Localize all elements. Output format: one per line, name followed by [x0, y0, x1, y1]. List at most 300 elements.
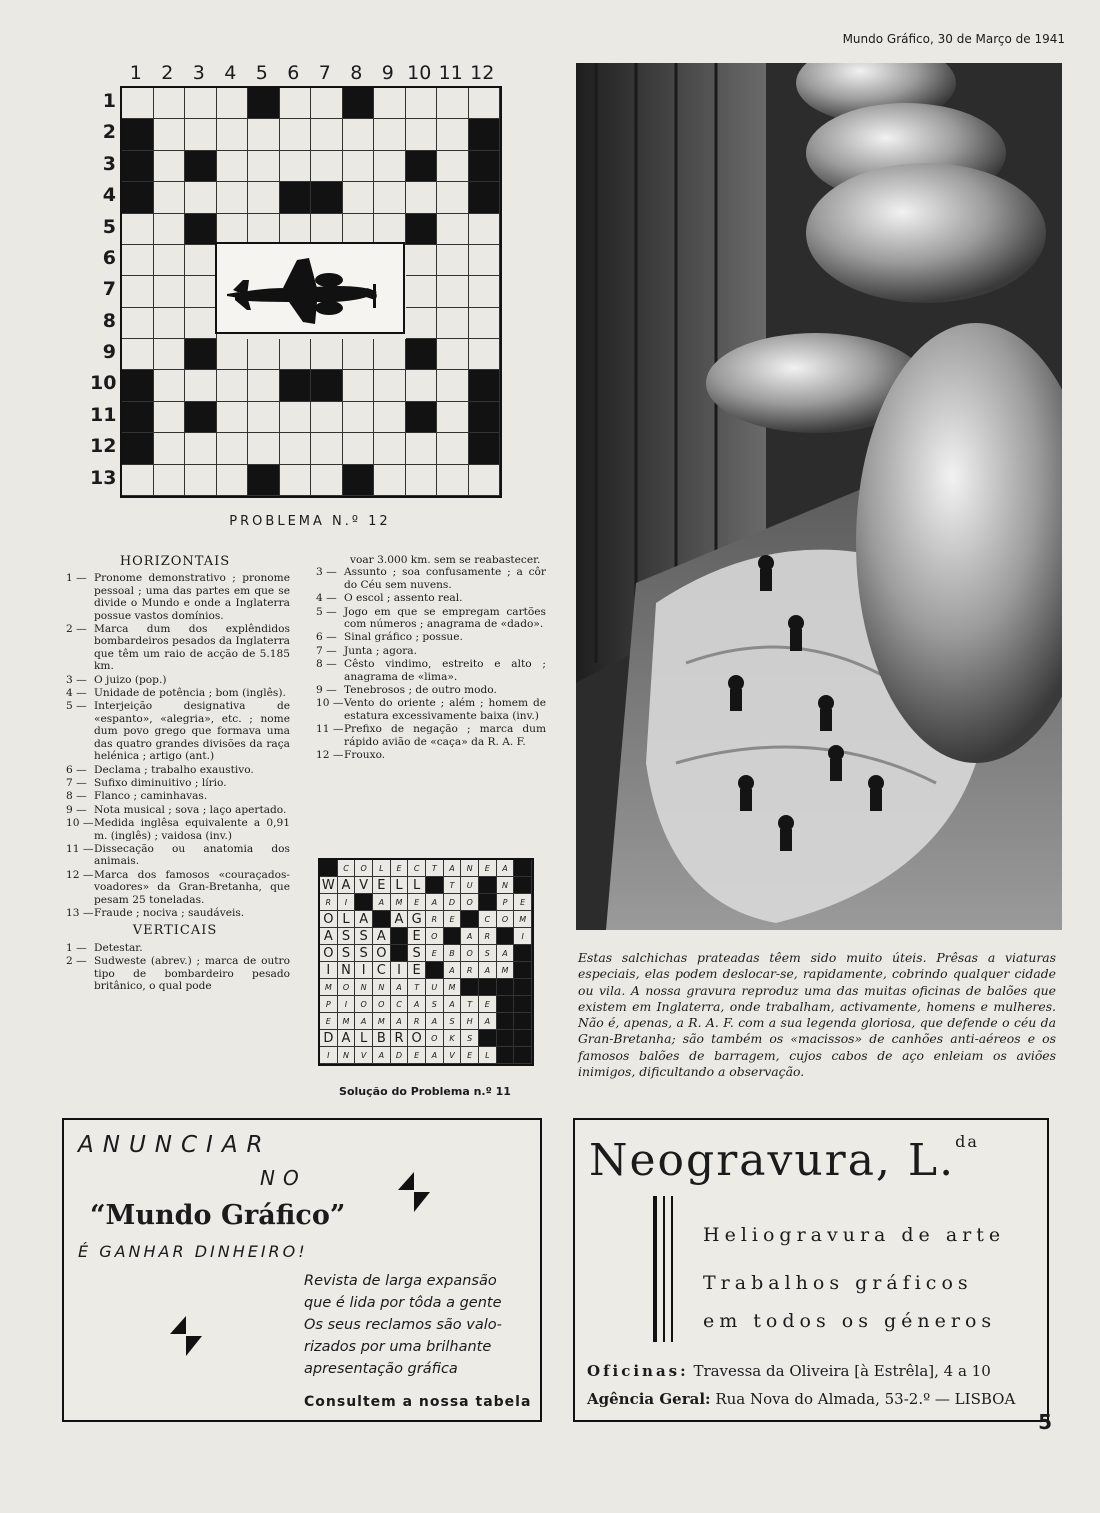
crossword-cell — [280, 214, 312, 245]
clue-text: Unidade de potência ; bom (inglês). — [94, 687, 286, 700]
solution-cell: S — [479, 945, 497, 962]
row-number: 12 — [90, 435, 117, 458]
solution-cell: S — [461, 1030, 479, 1047]
solution-cell: V — [355, 1047, 373, 1064]
crossword-cell — [311, 402, 343, 433]
crossword-cell — [185, 119, 217, 150]
crossword-column-numbers — [120, 62, 498, 84]
crossword-cell — [122, 276, 154, 307]
crossword-cell — [280, 465, 312, 496]
solution-cell: A — [497, 945, 515, 962]
crossword-cell — [154, 214, 186, 245]
crossword-cell — [154, 88, 186, 119]
crossword-cell — [437, 276, 469, 307]
crossword-cell — [374, 402, 406, 433]
solution-cell: L — [338, 911, 356, 928]
crossword-cell — [280, 119, 312, 150]
crossword-cell — [154, 276, 186, 307]
crossword-cell — [217, 402, 249, 433]
solution-cell: M — [444, 979, 462, 996]
solution-cell: E — [514, 894, 532, 911]
row-number: 7 — [102, 278, 116, 301]
clue-number: 6 — — [66, 763, 87, 776]
row-number: 10 — [90, 372, 117, 395]
solution-cell: K — [444, 1030, 462, 1047]
clue-text: Declama ; trabalho exaustivo. — [94, 763, 254, 776]
solution-cell: M — [338, 1013, 356, 1030]
page-header: Mundo Gráfico, 30 de Março de 1941 — [842, 32, 1065, 46]
crossword-cell — [374, 182, 406, 213]
solution-cell: G — [408, 911, 426, 928]
crossword-cell — [185, 308, 217, 339]
crossword-cell — [343, 88, 375, 119]
clue-text: Interjeição designativa de «espanto», «alegria», etc. ; nome dum povo grego que formava uma das quatro grandes divisões da raça helénica ; artigo (ant.) — [94, 700, 290, 763]
crossword-cell — [469, 88, 501, 119]
solution-cell: E — [408, 894, 426, 911]
ad-line3: É GANHAR DINHEIRO! — [78, 1242, 308, 1261]
clue-text: Marca dos famosos «couraçados-voadores» da Gran-Bretanha, que pesam 25 toneladas. — [94, 868, 290, 906]
clue-number: 5 — — [66, 700, 87, 713]
solution-cell: S — [355, 928, 373, 945]
clue — [60, 804, 290, 816]
solution-cell: O — [355, 996, 373, 1013]
solution-cell: B — [373, 1030, 391, 1047]
clue-text: O juizo (pop.) — [94, 673, 167, 686]
crossword-cell — [154, 119, 186, 150]
clue — [60, 817, 290, 842]
solution-cell: L — [355, 1030, 373, 1047]
solution-cell: E — [444, 911, 462, 928]
crossword-cell — [280, 402, 312, 433]
solution-cell: N — [497, 877, 515, 894]
solution-cell: A — [391, 911, 409, 928]
crossword-cell — [469, 214, 501, 245]
crossword-cell — [406, 370, 438, 401]
crossword-cell — [469, 151, 501, 182]
clue-number: 2 — — [66, 955, 87, 968]
crossword-cell — [469, 339, 501, 370]
solution-cell: A — [338, 877, 356, 894]
clue-text: Nota musical ; sova ; laço apertado. — [94, 803, 287, 816]
crossword-cell — [122, 339, 154, 370]
solution-cell: S — [355, 945, 373, 962]
neogravura-line2: Trabalhos gráficos — [703, 1272, 973, 1294]
solution-cell: T — [408, 979, 426, 996]
solution-cell: R — [408, 1013, 426, 1030]
page-number: 5 — [1038, 1410, 1052, 1434]
crossword-cell — [437, 182, 469, 213]
clue-number: 10 — — [66, 817, 94, 830]
solution-cell: A — [497, 860, 515, 877]
crossword-cell — [469, 308, 501, 339]
crossword-cell — [248, 88, 280, 119]
solution-cell: S — [444, 1013, 462, 1030]
clue-text: Vento do oriente ; além ; homem de estatura excessivamente baixa (inv.) — [344, 697, 546, 722]
crossword-cell — [311, 119, 343, 150]
clue-text: Fraude ; nociva ; saudáveis. — [94, 906, 245, 919]
crossword-cell — [122, 370, 154, 401]
solution-cell: U — [461, 877, 479, 894]
solution-cell: A — [373, 928, 391, 945]
crossword-cell — [311, 339, 343, 370]
solution-cell: B — [444, 945, 462, 962]
solution-cell: A — [426, 894, 444, 911]
clue-number: 7 — — [66, 776, 87, 789]
solution-cell: L — [479, 1047, 497, 1064]
solution-cell: I — [355, 962, 373, 979]
solution-cell: A — [408, 996, 426, 1013]
crossword-cell — [122, 88, 154, 119]
solution-cell: A — [479, 1013, 497, 1030]
crossword-cell — [122, 402, 154, 433]
solution-cell — [514, 979, 532, 996]
crossword-cell — [469, 370, 501, 401]
solution-cell: A — [426, 1047, 444, 1064]
clue — [60, 907, 290, 919]
clue-text: Marca dum dos explêndidos bombardeiros pesados da Inglaterra que têm um raio de acção de 5.185 km. — [94, 623, 290, 673]
solution-cell — [497, 979, 515, 996]
crossword-cell — [469, 182, 501, 213]
solution-cell: I — [391, 962, 409, 979]
solution-cell: C — [408, 860, 426, 877]
solution-cell: R — [426, 911, 444, 928]
solution-cell — [514, 860, 532, 877]
crossword-cell — [217, 214, 249, 245]
solution-cell: O — [426, 1030, 444, 1047]
clue — [60, 572, 290, 622]
crossword-cell — [248, 370, 280, 401]
crossword-cell — [437, 214, 469, 245]
solution-cell: O — [320, 945, 338, 962]
solution-cell — [444, 928, 462, 945]
solution-cell: R — [479, 928, 497, 945]
solution-cell — [479, 877, 497, 894]
crossword-row-numbers — [90, 86, 118, 494]
row-number: 3 — [102, 152, 116, 175]
column-number: 7 — [318, 62, 331, 84]
crossword-cell — [122, 151, 154, 182]
solution-cell — [461, 979, 479, 996]
solution-cell: E — [479, 996, 497, 1013]
solution-cell: A — [320, 928, 338, 945]
clue-text: Flanco ; caminhavas. — [94, 790, 208, 803]
solution-cell: A — [461, 928, 479, 945]
crossword-cell — [280, 433, 312, 464]
crossword-cell — [185, 276, 217, 307]
solution-cell: O — [355, 860, 373, 877]
solution-cell: I — [514, 928, 532, 945]
crossword-cell — [185, 433, 217, 464]
neogravura-agency: Agência Geral: Rua Nova do Almada, 53-2.º — LISBOA — [587, 1390, 1016, 1408]
solution-cell: A — [426, 1013, 444, 1030]
solution-cell: D — [444, 894, 462, 911]
solution-cell — [479, 894, 497, 911]
crossword-cell — [406, 276, 438, 307]
column-number: 10 — [407, 62, 432, 84]
crossword-cell — [374, 339, 406, 370]
neogravura-line3: em todos os géneros — [703, 1310, 997, 1332]
solution-cell: C — [373, 962, 391, 979]
solution-cell — [373, 911, 391, 928]
solution-cell: I — [320, 962, 338, 979]
clue — [60, 955, 290, 992]
clue-number: 9 — — [316, 684, 337, 697]
mundo-grafico-ad — [62, 1118, 542, 1422]
crossword-cell — [311, 370, 343, 401]
crossword-cell — [437, 119, 469, 150]
solution-cell — [497, 1013, 515, 1030]
crossword-cell — [185, 245, 217, 276]
crossword-cell — [154, 151, 186, 182]
crossword-cell — [406, 182, 438, 213]
solution-cell: N — [355, 979, 373, 996]
triangles-icon — [168, 1314, 204, 1358]
crossword-cell — [374, 214, 406, 245]
crossword-cell — [437, 339, 469, 370]
crossword-cell — [374, 370, 406, 401]
solution-cell: L — [391, 877, 409, 894]
crossword-cell — [185, 402, 217, 433]
solution-cell: M — [320, 979, 338, 996]
clue-text: Sinal gráfico ; possue. — [344, 631, 463, 644]
clue — [310, 684, 546, 696]
row-number: 8 — [102, 309, 116, 332]
crossword-cell — [406, 245, 438, 276]
clue-number: 11 — — [66, 842, 94, 855]
solution-cell: O — [338, 979, 356, 996]
crossword-cell — [280, 151, 312, 182]
crossword-cell — [469, 119, 501, 150]
ad-body-line: que é lida por tôda a gente — [304, 1295, 502, 1311]
ad-body-line: apresentação gráfica — [304, 1361, 458, 1377]
solution-cell — [514, 1030, 532, 1047]
clue — [310, 631, 546, 643]
solution-cell: A — [373, 894, 391, 911]
clue-number: 1 — — [66, 572, 87, 585]
ad-line2: NO — [260, 1166, 307, 1190]
crossword-cell — [406, 339, 438, 370]
solution-cell — [514, 945, 532, 962]
crossword-cell — [311, 151, 343, 182]
row-number: 5 — [102, 215, 116, 238]
crossword-cell — [248, 151, 280, 182]
ad-line1: ANUNCIAR — [78, 1132, 272, 1158]
solution-cell — [461, 911, 479, 928]
clue-number: 4 — — [66, 687, 87, 700]
neogravura-ad — [573, 1118, 1049, 1422]
crossword-cell — [343, 370, 375, 401]
clue-number: 1 — — [66, 941, 87, 954]
crossword-cell — [406, 465, 438, 496]
solution-cell: O — [320, 911, 338, 928]
ad-footer: Consultem a nossa tabela — [304, 1394, 532, 1410]
clue — [60, 843, 290, 868]
solution-cell: O — [461, 894, 479, 911]
clue-number: 3 — — [316, 566, 337, 579]
ad-brand: “Mundo Gráfico” — [90, 1200, 346, 1231]
crossword-cell — [406, 433, 438, 464]
clue-number: 12 — — [66, 868, 94, 881]
crossword-cell — [122, 433, 154, 464]
clue-number: 13 — — [66, 906, 94, 919]
crossword-cell — [248, 339, 280, 370]
crossword-cell — [406, 151, 438, 182]
crossword-cell — [185, 182, 217, 213]
crossword-cell — [185, 339, 217, 370]
bomber-icon — [217, 244, 403, 332]
crossword-cell — [343, 402, 375, 433]
solution-cell — [479, 979, 497, 996]
solution-cell: A — [444, 962, 462, 979]
solution-cell: W — [320, 877, 338, 894]
clue-text: Cêsto vindimo, estreito e alto ; anagrama de «lima». — [344, 658, 546, 683]
vertical-rule — [663, 1196, 665, 1342]
crossword-cell — [154, 245, 186, 276]
column-number: 8 — [350, 62, 363, 84]
solution-cell — [479, 1030, 497, 1047]
crossword-cell — [437, 433, 469, 464]
column-number: 9 — [381, 62, 394, 84]
crossword-cell — [248, 465, 280, 496]
clue — [310, 697, 546, 722]
crossword-cell — [217, 119, 249, 150]
column-number: 4 — [224, 62, 237, 84]
solution-cell: A — [391, 979, 409, 996]
crossword-cell — [154, 182, 186, 213]
solution-cell — [514, 1013, 532, 1030]
clue — [310, 749, 546, 761]
solution-cell — [426, 877, 444, 894]
column-number: 2 — [161, 62, 174, 84]
crossword-cell — [311, 182, 343, 213]
solution-cell: I — [338, 996, 356, 1013]
solution-cell: T — [461, 996, 479, 1013]
clue-number: 2 — — [66, 623, 87, 636]
clue — [310, 645, 546, 657]
solution-cell: L — [408, 877, 426, 894]
crossword-cell — [217, 339, 249, 370]
crossword-cell — [122, 182, 154, 213]
problem-title: PROBLEMA N.º 12 — [229, 514, 391, 529]
solution-cell: A — [444, 996, 462, 1013]
clue-text: Tenebrosos ; de outro modo. — [344, 684, 497, 697]
solution-cell: P — [497, 894, 515, 911]
crossword-cell — [437, 370, 469, 401]
solution-cell: O — [461, 945, 479, 962]
clue-number: 8 — — [316, 658, 337, 671]
solution-cell: A — [479, 962, 497, 979]
crossword-cell — [248, 433, 280, 464]
clue — [310, 606, 546, 631]
crossword-cell — [280, 88, 312, 119]
solution-cell: E — [408, 962, 426, 979]
solution-cell: R — [461, 962, 479, 979]
vertical-clues-column — [310, 554, 546, 763]
crossword-cell — [154, 465, 186, 496]
balloon-workshop-photo — [576, 63, 1062, 930]
clue — [310, 566, 546, 591]
solution-cell: O — [426, 928, 444, 945]
solution-cell — [320, 860, 338, 877]
row-number: 6 — [102, 246, 116, 269]
solution-cell — [355, 894, 373, 911]
clue — [310, 658, 546, 683]
crossword-cell — [217, 151, 249, 182]
crossword-cell — [437, 245, 469, 276]
clue — [60, 869, 290, 906]
crossword-cell — [248, 182, 280, 213]
clue — [310, 592, 546, 604]
solution-cell: A — [355, 911, 373, 928]
crossword-cell — [217, 370, 249, 401]
crossword-cell — [437, 465, 469, 496]
ad-body-line: Os seus reclamos são valo- — [304, 1317, 502, 1333]
triangles-icon — [396, 1170, 432, 1214]
clue — [60, 777, 290, 789]
solution-cell: A — [444, 860, 462, 877]
clue — [310, 723, 546, 748]
solution-cell: A — [338, 1030, 356, 1047]
solution-cell: A — [355, 1013, 373, 1030]
crossword-cell — [248, 402, 280, 433]
crossword-cell — [217, 465, 249, 496]
solution-grid — [318, 858, 534, 1066]
crossword-cell — [217, 88, 249, 119]
solution-cell — [497, 928, 515, 945]
crossword-cell — [154, 402, 186, 433]
solution-cell: C — [479, 911, 497, 928]
clue-text: Assunto ; soa confusamente ; a côr do Céu sem nuvens. — [344, 566, 546, 591]
crossword-cell — [406, 119, 438, 150]
solution-cell — [426, 962, 444, 979]
crossword-cell — [122, 214, 154, 245]
crossword-cell — [374, 433, 406, 464]
clue-number: 10 — — [316, 697, 344, 710]
clue-text: O escol ; assento real. — [344, 592, 463, 605]
crossword-cell — [311, 214, 343, 245]
crossword-cell — [437, 88, 469, 119]
crossword-cell — [217, 433, 249, 464]
crossword-cell — [122, 308, 154, 339]
crossword-cell — [185, 370, 217, 401]
solution-cell: E — [408, 1047, 426, 1064]
bomber-silhouette-illustration — [215, 242, 405, 334]
crossword-cell — [406, 88, 438, 119]
solution-cell: T — [426, 860, 444, 877]
neogravura-line1: Heliogravura de arte — [703, 1224, 1006, 1246]
clue — [60, 700, 290, 762]
solution-cell: T — [444, 877, 462, 894]
solution-cell: E — [408, 928, 426, 945]
column-number: 3 — [192, 62, 205, 84]
clue-text: Sudweste (abrev.) ; marca de outro tipo de bombardeiro pesado britânico, o qual pode — [94, 955, 290, 992]
clue-number: 7 — — [316, 644, 337, 657]
solution-cell: N — [338, 1047, 356, 1064]
crossword-cell — [280, 182, 312, 213]
crossword-cell — [154, 308, 186, 339]
clue-text: Dissecação ou anatomia dos animais. — [94, 842, 290, 868]
clue-number: 11 — — [316, 723, 344, 736]
solution-cell: E — [479, 860, 497, 877]
solution-cell — [391, 945, 409, 962]
solution-cell: N — [461, 860, 479, 877]
solution-cell: H — [461, 1013, 479, 1030]
clue-text: Sufixo diminuitivo ; lírio. — [94, 776, 227, 789]
clue — [60, 790, 290, 802]
neogravura-office: Oficinas: Travessa da Oliveira [à Estrêla], 4 a 10 — [587, 1362, 991, 1380]
crossword-cell — [469, 433, 501, 464]
solution-cell: U — [426, 979, 444, 996]
